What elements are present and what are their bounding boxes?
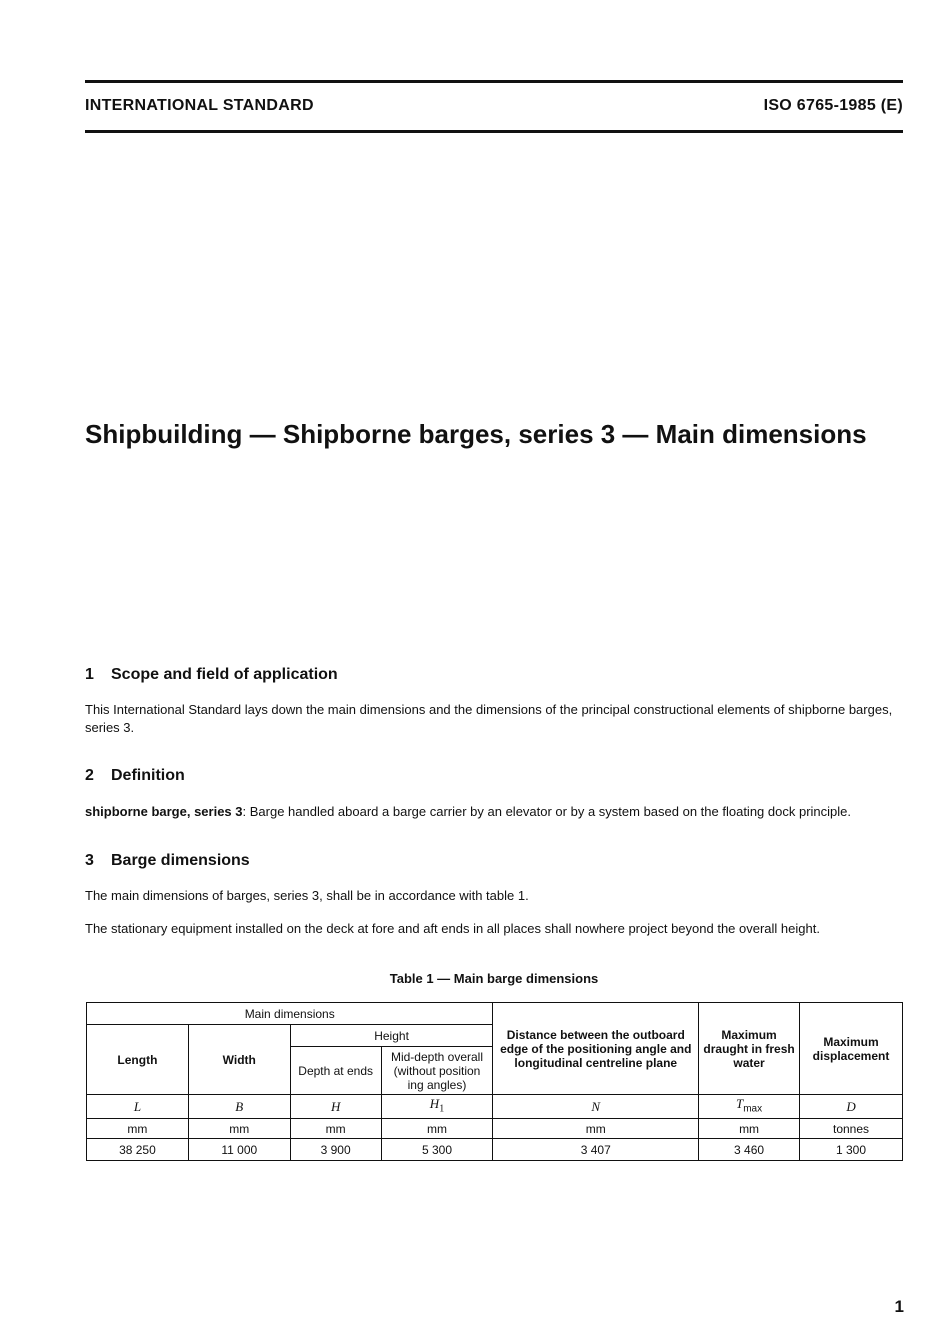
unit-width: mm xyxy=(188,1119,290,1139)
symbol-mid-depth-base: H xyxy=(429,1095,440,1111)
header-top-rule xyxy=(85,80,903,83)
unit-depth: mm xyxy=(290,1119,381,1139)
symbol-displacement: D xyxy=(800,1095,903,1119)
group-header-height: Height xyxy=(290,1025,493,1047)
symbol-mid-depth-sub: 1 xyxy=(439,1103,445,1115)
main-dimensions-table xyxy=(86,1002,903,1161)
section-2-number: 2 xyxy=(85,767,94,784)
table-caption: Table 1 — Main barge dimensions xyxy=(389,971,599,986)
value-mid-depth: 5 300 xyxy=(381,1139,493,1161)
section-3-number: 3 xyxy=(85,852,94,869)
section-3-heading xyxy=(85,852,250,870)
section-3-para-1: The main dimensions of barges, series 3, shall be in accordance with table 1. xyxy=(85,888,529,903)
unit-draught: mm xyxy=(699,1119,800,1139)
section-3-para-2: The stationary equipment installed on the deck at fore and aft ends in all places shall nowhere project beyond the overall height. xyxy=(85,921,820,936)
header-bottom-rule xyxy=(85,130,903,133)
section-1-text: This International Standard lays down the main dimensions and the dimensions of the principal constructional elements of shipborne barges, series 3. xyxy=(85,702,893,735)
col-header-displacement: Maximum displacement xyxy=(800,1003,903,1095)
unit-distance: mm xyxy=(493,1119,699,1139)
symbol-draught xyxy=(699,1095,800,1119)
header-right: ISO 6765-1985 (E) xyxy=(763,97,903,114)
value-draught: 3 460 xyxy=(699,1139,800,1161)
section-1-heading xyxy=(85,666,338,684)
symbol-draught-base: T xyxy=(735,1095,744,1111)
header-left: INTERNATIONAL STANDARD xyxy=(85,97,314,114)
section-3-title: Barge dimensions xyxy=(111,852,250,869)
unit-length: mm xyxy=(87,1119,189,1139)
col-header-distance: Distance between the outboard edge of the positioning angle and longitudinal centreline plane xyxy=(493,1003,699,1095)
value-depth: 3 900 xyxy=(290,1139,381,1161)
col-header-draught: Maximum draught in fresh water xyxy=(699,1003,800,1095)
page-number: 1 xyxy=(894,1297,904,1316)
col-header-length: Length xyxy=(87,1025,189,1095)
definition-term: shipborne barge, series 3 xyxy=(85,804,243,819)
symbol-distance: N xyxy=(493,1095,699,1119)
section-1-number: 1 xyxy=(85,666,94,683)
unit-displacement: tonnes xyxy=(800,1119,903,1139)
col-header-width: Width xyxy=(188,1025,290,1095)
symbol-mid-depth xyxy=(381,1095,493,1119)
value-width: 11 000 xyxy=(188,1139,290,1161)
symbol-draught-sub: max xyxy=(743,1103,763,1115)
value-distance: 3 407 xyxy=(493,1139,699,1161)
group-header-main-dimensions: Main dimensions xyxy=(87,1003,493,1025)
definition-body: : Barge handled aboard a barge carrier by an elevator or by a system based on the floating dock principle. xyxy=(242,804,851,819)
section-2-heading xyxy=(85,767,185,785)
section-2-title: Definition xyxy=(111,767,185,784)
symbol-length: L xyxy=(87,1095,189,1119)
document-title: Shipbuilding — Shipborne barges, series 3 — Main dimensions xyxy=(85,419,867,449)
symbol-depth: H xyxy=(290,1095,381,1119)
col-header-mid-depth: Mid-depth overall (without position ing angles) xyxy=(381,1047,493,1095)
symbol-width: B xyxy=(188,1095,290,1119)
section-1-title: Scope and field of application xyxy=(111,666,338,683)
col-header-depth-at-ends: Depth at ends xyxy=(290,1047,381,1095)
value-displacement: 1 300 xyxy=(800,1139,903,1161)
value-length: 38 250 xyxy=(87,1139,189,1161)
section-2-text xyxy=(85,803,903,821)
unit-mid-depth: mm xyxy=(381,1119,493,1139)
